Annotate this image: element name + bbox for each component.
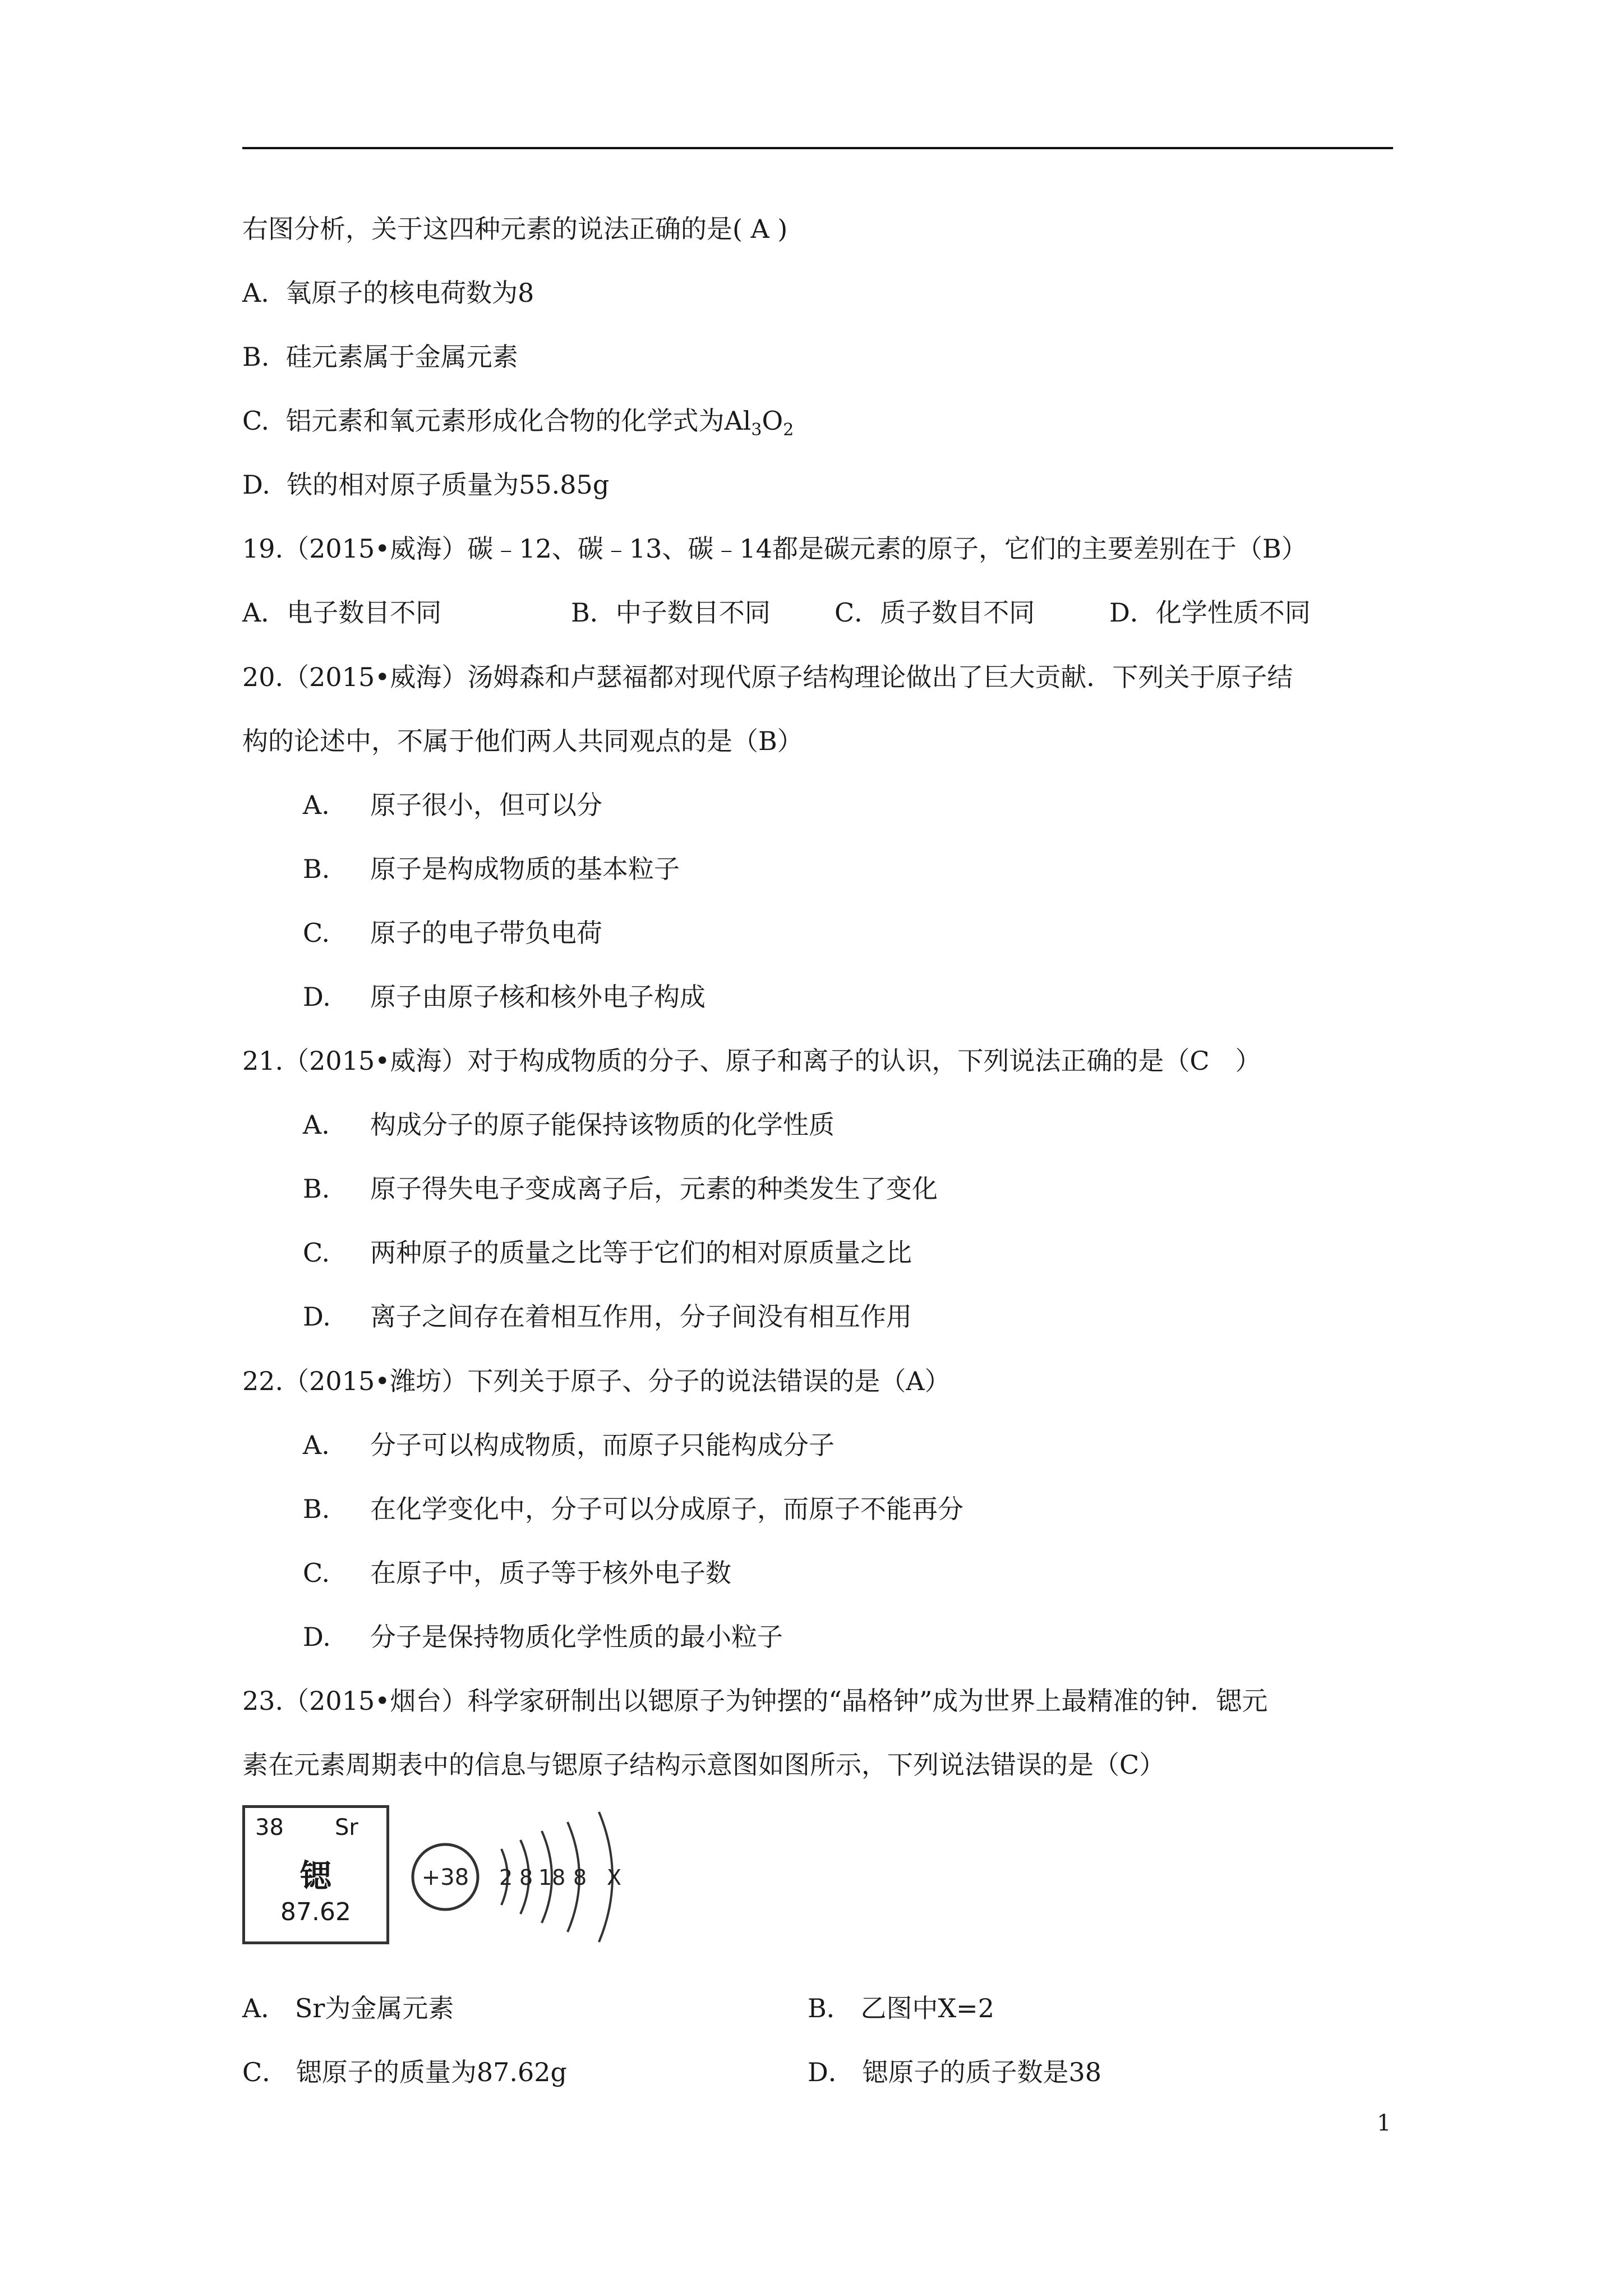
option-label: D. — [242, 470, 270, 500]
question-19-stem: 19.（2015•威海）碳﹣12、碳﹣13、碳﹣14都是碳元素的原子，它们的主要差别在于（B） — [242, 533, 1307, 564]
option-text: 原子由原子核和核外电子构成 — [370, 982, 706, 1012]
option-text: 质子数目不同 — [880, 597, 1035, 628]
shell-electrons-4: 8 — [573, 1865, 587, 1890]
option-label: D. — [303, 1301, 331, 1332]
q19-option-d — [1109, 596, 1311, 629]
formula-sub: 2 — [783, 420, 794, 440]
formula-al: Al — [724, 406, 751, 436]
option-text: 原子的电子带负电荷 — [370, 918, 602, 948]
option-text: 锶原子的质量为87.62g — [296, 2057, 567, 2087]
header-rule — [242, 147, 1393, 149]
option-label: A． — [242, 597, 287, 628]
q19-option-b — [571, 596, 771, 629]
q18-option-d — [242, 468, 609, 501]
question-18-stem: 右图分析，关于这四种元素的说法正确的是( A ) — [242, 214, 788, 244]
q19-option-c — [834, 596, 1035, 629]
option-text: 中子数目不同 — [615, 597, 771, 628]
option-label: A. — [303, 790, 330, 820]
q19-option-a — [242, 596, 441, 629]
option-label: C. — [242, 406, 270, 436]
option-text: 构成分子的原子能保持该物质的化学性质 — [370, 1110, 834, 1140]
option-label: B． — [571, 597, 616, 628]
option-label: B. — [303, 1494, 330, 1524]
q23-option-c — [242, 2055, 567, 2089]
option-text: 铝元素和氧元素形成化合物的化学式为 — [285, 406, 725, 436]
question-20-stem-line1: 20.（2015•威海）汤姆森和卢瑟福都对现代原子结构理论做出了巨大贡献．下列关于原子结 — [242, 662, 1293, 692]
option-label: B. — [242, 342, 270, 372]
option-text: 锶原子的质子数是38 — [862, 2057, 1102, 2087]
question-22-stem: 22.（2015•潍坊）下列关于原子、分子的说法错误的是（A） — [242, 1366, 951, 1396]
q23-option-a — [242, 1991, 454, 2025]
option-text: 化学性质不同 — [1155, 597, 1311, 628]
option-text: 分子是保持物质化学性质的最小粒子 — [370, 1622, 783, 1652]
shell-electrons-5: X — [607, 1865, 622, 1890]
option-label: A. — [242, 278, 269, 308]
option-text: 原子是构成物质的基本粒子 — [370, 854, 680, 884]
option-text: 原子很小，但可以分 — [370, 790, 602, 820]
option-label: D． — [808, 2057, 854, 2087]
q18-option-c — [242, 404, 794, 447]
option-label: D. — [303, 1622, 331, 1652]
element-symbol: Sr — [335, 1815, 358, 1841]
element-card — [242, 1805, 389, 1944]
option-text: 铁的相对原子质量为55.85g — [287, 470, 610, 500]
formula-sub: 3 — [751, 420, 762, 440]
q18-option-b — [242, 340, 518, 374]
option-text: 氧原子的核电荷数为8 — [285, 278, 534, 308]
option-text: 两种原子的质量之比等于它们的相对原质量之比 — [370, 1237, 912, 1268]
option-label: C. — [303, 1237, 330, 1268]
option-label: B． — [808, 1993, 852, 2023]
q23-option-d — [808, 2055, 1101, 2089]
option-label: A． — [242, 1993, 287, 2023]
nucleus-charge: +38 — [421, 1865, 469, 1890]
option-label: C． — [834, 597, 880, 628]
question-23-stem-line1: 23.（2015•烟台）科学家研制出以锶原子为钟摆的“晶格钟”成为世界上最精准的钟．锶元 — [242, 1686, 1268, 1716]
option-label: B. — [303, 854, 330, 884]
option-text: 分子可以构成物质，而原子只能构成分子 — [370, 1430, 834, 1460]
question-23-stem-line2: 素在元素周期表中的信息与锶原子结构示意图如图所示，下列说法错误的是（C） — [242, 1750, 1165, 1780]
question-20-stem-line2: 构的论述中，不属于他们两人共同观点的是（B） — [242, 726, 803, 756]
q23-option-b — [808, 1991, 994, 2025]
option-text: 电子数目不同 — [287, 597, 442, 628]
option-text: 乙图中X=2 — [860, 1993, 994, 2023]
strontium-figure — [242, 1805, 680, 1973]
atomic-mass: 87.62 — [280, 1898, 351, 1926]
atomic-number: 38 — [255, 1815, 284, 1841]
option-text: 硅元素属于金属元素 — [285, 342, 518, 372]
option-label: A. — [303, 1430, 330, 1460]
option-label: B. — [303, 1174, 330, 1204]
option-text: 离子之间存在着相互作用，分子间没有相互作用 — [370, 1301, 912, 1332]
option-text: 原子得失电子变成离子后，元素的种类发生了变化 — [370, 1174, 938, 1204]
page-number: 1 — [1377, 2110, 1391, 2136]
option-label: C． — [242, 2057, 288, 2087]
option-label: D. — [303, 982, 331, 1012]
atom-structure-diagram — [405, 1805, 674, 1973]
option-label: A. — [303, 1110, 330, 1140]
option-text: 在原子中，质子等于核外电子数 — [370, 1558, 731, 1588]
option-label: D． — [1109, 597, 1156, 628]
formula-o: O — [762, 406, 783, 436]
shell-electrons-3: 18 — [538, 1865, 566, 1890]
option-label: C. — [303, 1558, 330, 1588]
option-text: 在化学变化中，分子可以分成原子，而原子不能再分 — [370, 1494, 963, 1524]
option-label: C. — [303, 918, 330, 948]
shell-electrons-1: 2 — [499, 1865, 513, 1890]
q18-option-a — [242, 276, 534, 310]
option-text: Sr为金属元素 — [294, 1993, 454, 2023]
element-name: 锶 — [300, 1858, 331, 1895]
question-21-stem: 21.（2015•威海）对于构成物质的分子、原子和离子的认识，下列说法正确的是（C ） — [242, 1046, 1261, 1076]
shell-electrons-2: 8 — [519, 1865, 533, 1890]
